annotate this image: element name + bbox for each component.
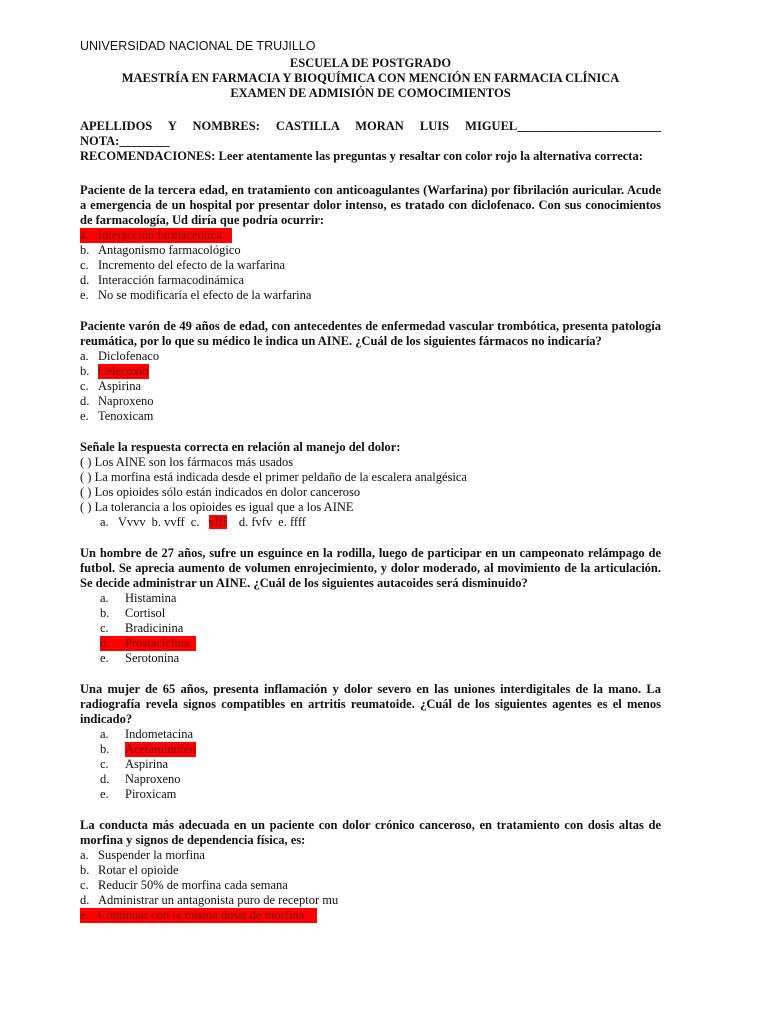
option-letter: b. [100,606,110,620]
option-text: Diclofenaco [98,349,160,363]
option-text: Piroxicam [125,787,177,801]
question-2-options [80,349,661,424]
q2-option-a[interactable] [80,349,661,364]
q2-option-b[interactable] [80,364,661,379]
q3-answer-b[interactable]: b. vvff [151,515,185,529]
q2-option-d[interactable] [80,394,661,409]
option-letter: b. [80,364,90,378]
q5-option-e[interactable] [100,787,661,802]
option-text: Indometacina [125,727,194,741]
option-letter: c. [80,379,89,393]
option-text: Cortisol [125,606,166,620]
q4-option-c[interactable] [100,621,661,636]
question-4-options [80,591,661,666]
question-6-stem: La conducta más adecuada en un paciente con dolor crónico canceroso, en tratamiento con dosis altas de morfina y signos de dependencia física, es: [80,818,661,847]
option-letter: e. [100,651,109,665]
exam-page [80,38,661,923]
option-letter: e. [80,288,89,302]
option-letter: a. [80,349,89,363]
option-text: Naproxeno [125,772,181,786]
question-3-statements [80,455,661,530]
option-letter: d. [100,772,110,786]
option-letter: d. [80,394,90,408]
question-2-stem: Paciente varón de 49 años de edad, con antecedentes de enfermedad vascular trombótica, presenta patología reumática, por lo que su médico le indica un AINE. ¿Cuál de los siguientes fármacos no indicaría? [80,319,661,348]
option-letter: b. [100,742,110,756]
q3-answer-d[interactable]: d. fvfv [238,515,273,529]
question-1-stem: Paciente de la tercera edad, en tratamiento con anticoagulantes (Warfarina) por fibrilación auricular. Acude a emergencia de un hospital por presentar dolor intenso, es tratado con diclofenaco. Con sus conocimientos de farmacología, Ud diría que podría ocurrir: [80,183,661,227]
q2-option-c[interactable] [80,379,661,394]
q6-option-b[interactable] [80,863,661,878]
option-text: Interacción farmacéutica [98,228,222,242]
option-text: Tenoxicam [98,409,154,423]
q1-option-b[interactable] [80,243,661,258]
recommendations: RECOMENDACIONES: Leer atentamente las preguntas y resaltar con color rojo la alternativa correcta: [80,149,643,163]
q4-option-d[interactable] [100,636,661,651]
question-4 [80,546,661,666]
option-text: Histamina [125,591,177,605]
question-3 [80,440,661,530]
question-2 [80,319,661,424]
question-3-stem: Señale la respuesta correcta en relación al manejo del dolor: [80,440,401,454]
q3-statement-3[interactable]: ( ) Los opioides sólo están indicados en dolor canceroso [80,485,361,499]
question-5-stem: Una mujer de 65 años, presenta inflamación y dolor severo en las uniones interdigitales de la mano. La radiografía revela signos compatibles en artritis reumatoide. ¿Cuál de los siguientes agentes es el menos indicado? [80,682,661,726]
option-text: Incremento del efecto de la warfarina [98,258,286,272]
option-letter: c. [100,621,109,635]
option-letter: c. [80,258,89,272]
option-text: Bradicinina [125,621,184,635]
q6-option-c[interactable] [80,878,661,893]
option-letter: b. [80,863,90,877]
option-letter: a. [100,727,109,741]
question-6-options [80,848,661,923]
q5-option-b[interactable] [100,742,661,757]
option-letter: a. [100,591,109,605]
q6-option-a[interactable] [80,848,661,863]
q3-answer-c-value: vfff [208,515,227,529]
question-6 [80,818,661,923]
option-letter: e. [80,908,89,922]
q1-option-a[interactable] [80,228,661,243]
q3-answer-row [80,515,661,530]
option-letter: d. [80,273,90,287]
candidate-line: APELLIDOS Y NOMBRES: CASTILLA MORAN LUIS MIGUEL_______________________ NOTA:________ [80,119,661,148]
option-text: No se modificaría el efecto de la warfarina [98,288,312,302]
q4-option-b[interactable] [100,606,661,621]
q3-statement-2[interactable]: ( ) La morfina está indicada desde el primer peldaño de la escalera analgésica [80,470,467,484]
q5-option-a[interactable] [100,727,661,742]
option-letter: d. [80,893,90,907]
q5-option-d[interactable] [100,772,661,787]
q3-statement-1[interactable]: ( ) Los AINE son los fármacos más usados [80,455,294,469]
university-name: UNIVERSIDAD NACIONAL DE TRUJILLO [80,39,316,53]
q2-option-e[interactable] [80,409,661,424]
option-text: Acetaminofén [125,742,196,756]
option-letter: a. [80,228,89,242]
q1-option-d[interactable] [80,273,661,288]
question-5-options [80,727,661,802]
question-5 [80,682,661,802]
option-text: Rotar el opioide [98,863,179,877]
option-letter: e. [80,409,89,423]
q4-option-e[interactable] [100,651,661,666]
option-text: Administrar un antagonista puro de receptor mu [98,893,339,907]
q4-option-a[interactable] [100,591,661,606]
option-letter: c. [100,757,109,771]
option-letter: c. [190,515,200,529]
option-text: Suspender la morfina [98,848,205,862]
q3-statement-4[interactable]: ( ) La tolerancia a los opioides es igual que a los AINE [80,500,354,514]
option-text: Naproxeno [98,394,154,408]
q3-answer-c[interactable] [191,515,233,529]
school-title: ESCUELA DE POSTGRADO [289,56,452,70]
option-text: Aspirina [98,379,142,393]
option-letter: d. [100,636,110,650]
q6-option-d[interactable] [80,893,661,908]
option-text: Aspirina [125,757,169,771]
option-text: Celecoxib [98,364,149,378]
option-letter: a. [80,848,89,862]
q1-option-e[interactable] [80,288,661,303]
q5-option-c[interactable] [100,757,661,772]
option-text: Continuar con la misma dosis de morfina [98,908,305,922]
option-text: Serotonina [125,651,180,665]
option-text: Prostaciclina [125,636,190,650]
question-4-stem: Un hombre de 27 años, sufre un esguince en la rodilla, luego de participar en un campeonato relámpago de futbol. Se aprecia aumento de volumen enrojecimiento, y dolor moderado, al movimiento de la articulación. Se decide administrar un AINE. ¿Cuál de los siguientes autacoides será disminuido? [80,546,661,590]
question-1-options [80,228,661,303]
option-letter: b. [80,243,90,257]
option-letter: c. [80,878,89,892]
option-letter: e. [100,787,109,801]
option-text: Antagonismo farmacológico [98,243,241,257]
option-text: Reducir 50% de morfina cada semana [98,878,288,892]
q1-option-c[interactable] [80,258,661,273]
exam-title: EXAMEN DE ADMISIÓN DE COMOCIMIENTOS [230,86,511,100]
q6-option-e[interactable] [80,908,661,923]
q3-answer-e[interactable]: e. ffff [278,515,306,529]
option-text: Interacción farmacodinámica [98,273,245,287]
q3-answer-a[interactable]: a. Vvvv [100,515,146,529]
program-title: MAESTRÍA EN FARMACIA Y BIOQUÍMICA CON MENCIÓN EN FARMACIA CLÍNICA [121,71,620,85]
question-1 [80,183,661,303]
